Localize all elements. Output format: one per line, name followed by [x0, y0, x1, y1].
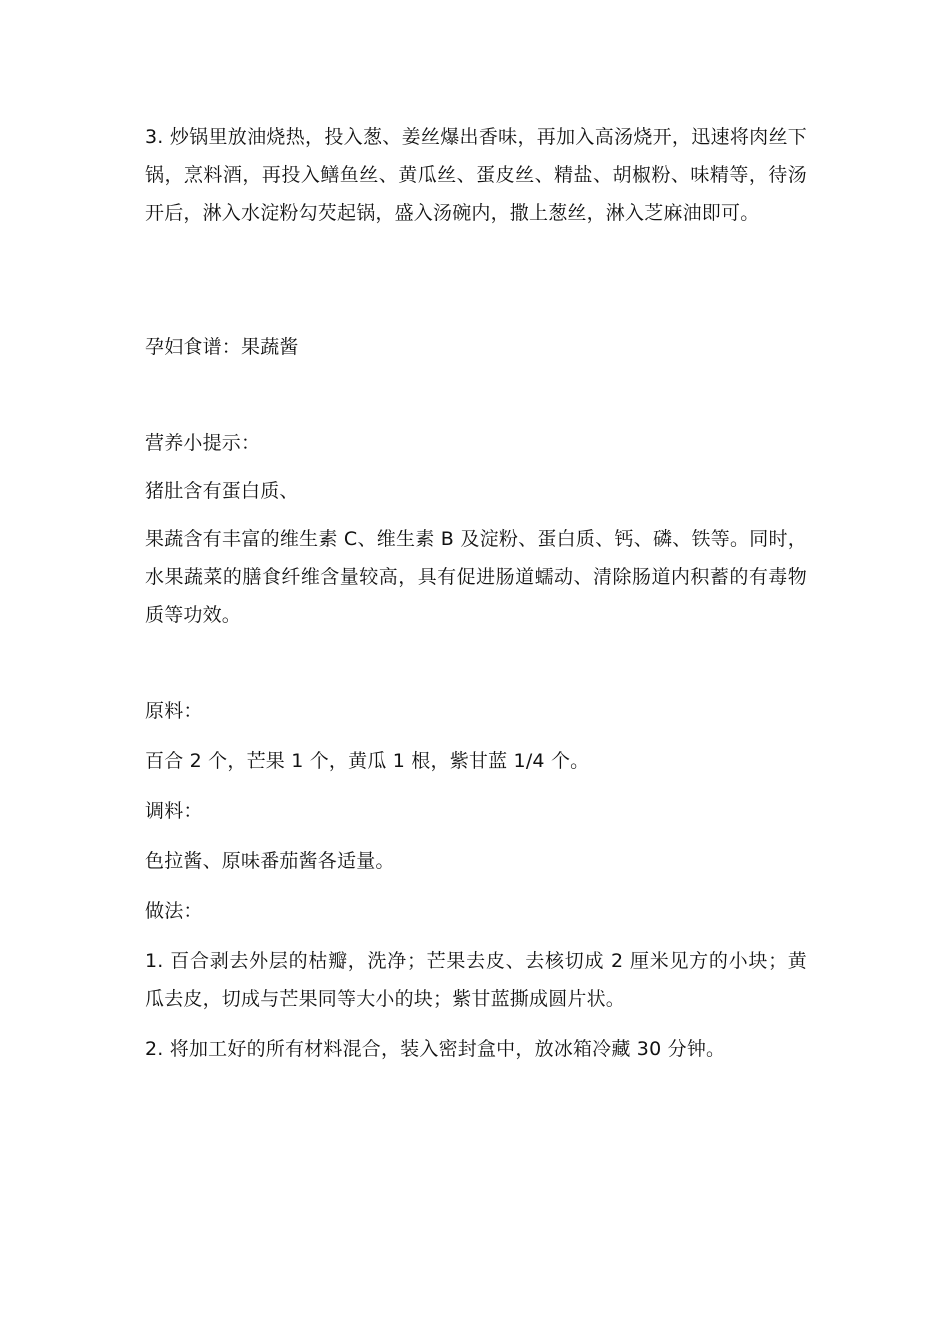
document-body — [145, 118, 807, 1068]
spacer — [145, 510, 807, 520]
method-heading: 做法： — [145, 900, 203, 922]
recipe-title: 孕妇食谱：果蔬酱 — [145, 336, 299, 358]
spacer — [145, 780, 807, 792]
spacer — [145, 730, 807, 742]
method-step-2: 2. 将加工好的所有材料混合，装入密封盒中，放冰箱冷藏 30 分钟。 — [145, 1038, 726, 1060]
nutrition-line-2: 果蔬含有丰富的维生素 C、维生素 B 及淀粉、蛋白质、钙、磷、铁等。同时，水果蔬菜的膳食纤维含量较高，具有促进肠道蠕动、清除肠道内积蓄的有毒物质等功效。 — [145, 528, 807, 626]
spacer — [145, 830, 807, 842]
previous-recipe-step-3: 3. 炒锅里放油烧热，投入葱、姜丝爆出香味，再加入高汤烧开，迅速将肉丝下锅，烹料酒，再投入鳝鱼丝、黄瓜丝、蛋皮丝、精盐、胡椒粉、味精等，待汤开后，淋入水淀粉勾芡起锅，盛入汤碗内，撒上葱丝，淋入芝麻油即可。 — [145, 126, 807, 224]
spacer — [145, 366, 807, 424]
spacer — [145, 930, 807, 942]
ingredients-list: 百合 2 个，芒果 1 个，黄瓜 1 根，紫甘蓝 1/4 个。 — [145, 750, 590, 772]
spacer — [145, 1018, 807, 1030]
spacer — [145, 232, 807, 328]
method-step-1: 1. 百合剥去外层的枯瓣，洗净；芒果去皮、去核切成 2 厘米见方的小块；黄瓜去皮，切成与芒果同等大小的块；紫甘蓝撕成圆片状。 — [145, 950, 807, 1010]
seasoning-heading: 调料： — [145, 800, 203, 822]
seasoning-list: 色拉酱、原味番茄酱各适量。 — [145, 850, 395, 872]
spacer — [145, 880, 807, 892]
spacer — [145, 634, 807, 692]
nutrition-line-1: 猪肚含有蛋白质、 — [145, 480, 299, 502]
nutrition-heading: 营养小提示： — [145, 432, 261, 454]
ingredients-heading: 原料： — [145, 700, 203, 722]
spacer — [145, 462, 807, 472]
